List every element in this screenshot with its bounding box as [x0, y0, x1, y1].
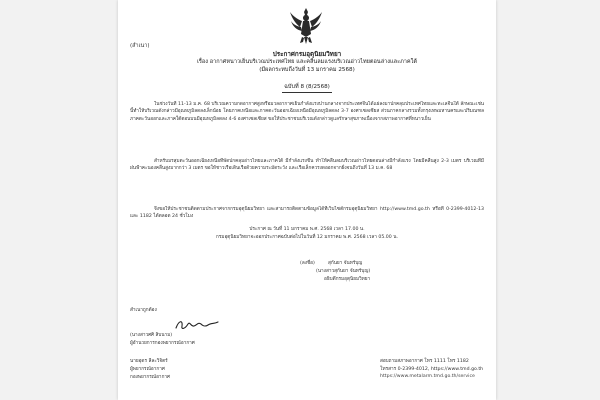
next-announcement: กรมอุตุนิยมวิทยาจะออกประกาศฉบับต่อไปในวันที่ 12 มกราคม พ.ศ. 2568 เวลา 05.00 น.: [216, 235, 398, 240]
signer-position: อธิบดีกรมอุตุนิยมวิทยา: [324, 277, 371, 282]
subject-effect-line: (มีผลกระทบถึงวันที่ 13 มกราคม 2568): [259, 67, 355, 73]
signer-full-name: (นางสาวสุกันยา จันทร์บุญ): [316, 269, 371, 274]
footer-forecaster-division: กองพยากรณ์อากาศ: [130, 375, 171, 380]
issue-number: ฉบับที่ 8 (8/2568): [284, 84, 330, 90]
footer-contact-phone: สอบถามสภาพอากาศ โทร 1111 โทร 1182: [380, 359, 469, 364]
certifier-name: (นางสาวศศิ สิบนาม): [130, 333, 173, 338]
handwritten-signature: [174, 318, 222, 332]
signed-label: (ลงชื่อ): [300, 261, 315, 266]
title-divider: [282, 92, 332, 93]
announcement-title: ประกาศกรมอุตุนิยมวิทยา: [272, 51, 342, 58]
signer-name: สุกันยา จันทร์บุญ: [328, 261, 363, 266]
copy-certified-label: สำเนาถูกต้อง: [130, 308, 157, 313]
subject-line: เรื่อง อากาศหนาวเย็นบริเวณประเทศไทย และคลื่นลมแรงบริเวณอ่าวไทยตอนล่างและภาคใต้: [196, 59, 418, 65]
body-paragraph-3: จึงขอให้ประชาชนติดตามประกาศจากกรมอุตุนิยมวิทยา และสามารถติดตามข้อมูลได้ที่เว็บไซต์กรมอุตุนิยมวิทยา http://www.tmd.go.th หรือที่ 0-2399-4012-13 และ 1182 ได้ตลอด 24 ชั่วโมง: [130, 207, 484, 220]
body-paragraph-1: ในช่วงวันที่ 11-13 ม.ค. 68 บริเวณความกดอากาศสูงหรือมวลอากาศเย็นกำลังแรงปานกลางจากประเทศจีนได้แผ่ลงมาปกคลุมประเทศไทยและทะเลจีนใต้ ลักษณะเช่นนี้ทำให้บริเวณดังกล่าวมีอุณหภูมิลดลงเล็กน้อย โดยภาคเหนือและภาคตะวันออกเฉียงเหนือมีอุณหภูมิลดลง 3-7 องศาเซลเซียส ส่วนภาคกลางรวมทั้งกรุงเทพมหานครและปริมณฑล ภาคตะวันออกและภาคใต้ตอนบนมีอุณหภูมิลดลง 4-6 องศาเซลเซียส ขอให้ประชาชนบริเวณดังกล่าวดูแลรักษาสุขภาพเนื่องจากสภาพอากาศที่หนาวเย็น: [130, 102, 484, 122]
garuda-emblem: [289, 6, 323, 46]
footer-contact-fax: โทรสาร 0-2399-4012, https://www.tmd.go.th: [380, 367, 484, 372]
footer-forecaster-role: ผู้พยากรณ์อากาศ: [130, 367, 165, 372]
body-paragraph-2: สำหรับมรสุมตะวันออกเฉียงเหนือที่พัดปกคลุมอ่าวไทยและภาคใต้ มีกำลังแรงขึ้น ทำให้คลื่นลมบริเวณอ่าวไทยตอนล่างมีกำลังแรง โดยมีคลื่นสูง 2-3 เมตร บริเวณที่มีฝนฟ้าคะนองคลื่นสูงมากกว่า 3 เมตร ขอให้ชาวเรือเดินเรือด้วยความระมัดระวัง และเรือเล็กควรงดออกจากฝั่งจนถึงวันที่ 13 ม.ค. 68: [130, 159, 484, 172]
certifier-position: ผู้อำนวยการกองพยากรณ์อากาศ: [130, 341, 195, 346]
copy-label: (สำเนา): [130, 43, 150, 49]
footer-forecaster-name: นายอุดร ลีละวิจิตร์: [130, 359, 168, 364]
announce-date: ประกาศ ณ วันที่ 11 มกราคม พ.ศ. 2568 เวลา 17.00 น.: [249, 227, 365, 232]
footer-service-link[interactable]: https://www.metalarm.tmd.go.th/service: [380, 374, 475, 379]
announcement-page: [118, 0, 496, 400]
